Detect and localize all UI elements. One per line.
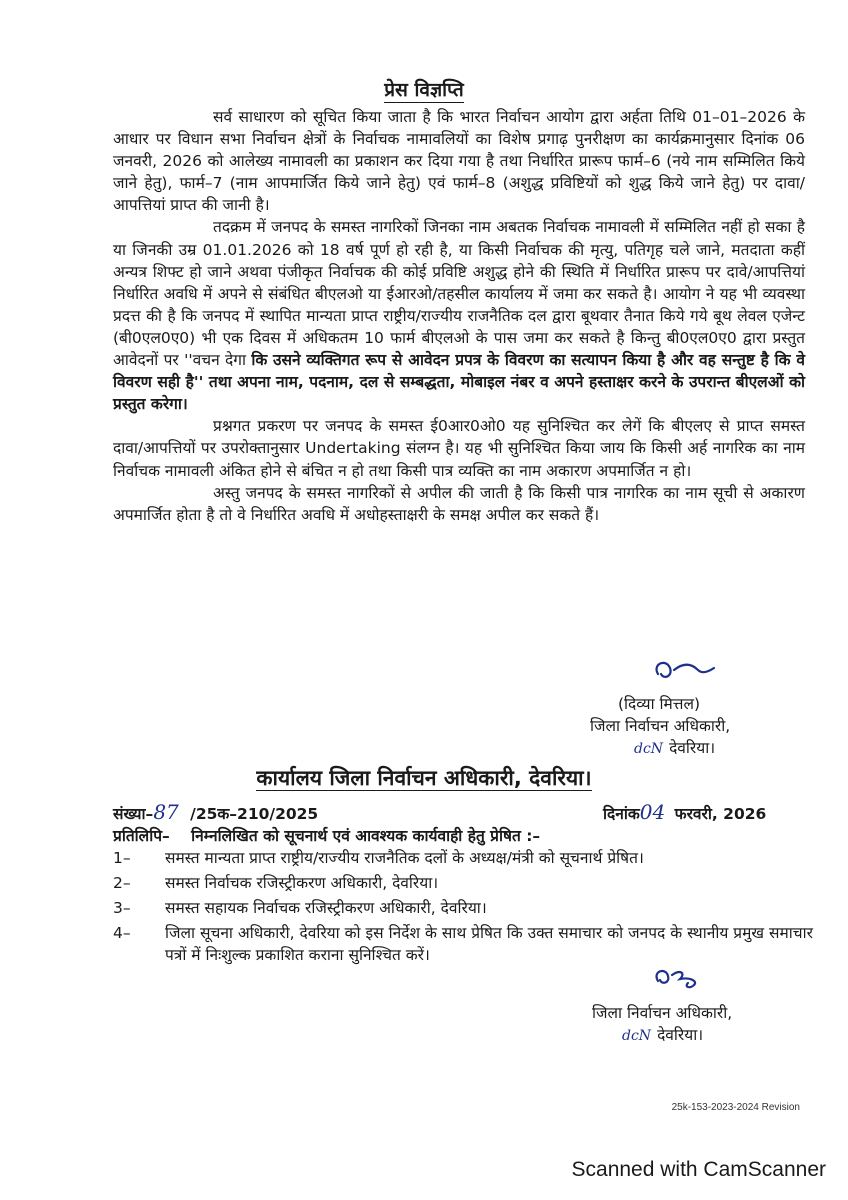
signature-scribble-1 xyxy=(648,652,718,688)
signatory-designation-2: जिला निर्वाचन अधिकारी, xyxy=(592,1004,733,1022)
signature-block-1 xyxy=(590,693,812,760)
paragraph-2: तदक्रम में जनपद के समस्त नागरिकों जिनका नाम अबतक निर्वाचक नामावली में सम्मिलित नहीं हो सका है या जिनकी उम्र 01.01.2026 को 18 वर्ष पूर्ण हो रही है, या किसी निर्वाचक की मृत्यु, पतिगृह चले जाने, मतदाता कहीं अन्यत्र शिफ्ट हो जाने अथवा पंजीकृत निर्वाचक की कोई प्रविष्टि अशुद्ध होने की स्थिति में निर्धारित प्रारूप पर दावे/आपत्तियां निर्धारित अवधि में अपने से संबंधित बीएलओ या ईआरओ/तहसील कार्यालय में जमा कर सकते है। आयोग ने यह भी व्यवस्था प्रदत्त की है कि जनपद में स्थापित मान्यता प्राप्त राष्ट्रीय/राज्यीय राजनैतिक दल द्वारा बूथवार तैनात किये गये बूथ लेवल एजेन्ट (बी0एल0ए0) भी एक दिवस में अधिकतम 10 फार्म बीएलओ के पास जमा कर सकते है किन्तु बी0एल0ए0 द्वारा प्रस्तुत आवेदनों पर ''वचन देगा कि उसने व्यक्तिगत रूप से आवेदन प्रपत्र के विवरण का सत्यापन किया है और वह सन्तुष्ट है कि वे विवरण सही है'' तथा अपना नाम, पदनाम, दल से सम्बद्धता, मोबाइल नंबर व अपने हस्ताक्षर करने के उपरान्त बीएलओं को प्रस्तुत करेगा। xyxy=(113,218,805,414)
list-item: 2– समस्त निर्वाचक रजिस्ट्रीकरण अधिकारी, देवरिया। xyxy=(113,874,439,892)
paragraph-1: सर्व साधारण को सूचित किया जाता है कि भारत निर्वाचन आयोग द्वारा अर्हता तिथि 01–01–2026 के आधार पर विधान सभा निर्वाचन क्षेत्रों के निर्वाचक नामावलियों का विशेष प्रगाढ़ पुनरीक्षण का कार्यक्रमानुसार दिनांक 06 जनवरी, 2026 को आलेख्य नामावली का प्रकाशन कर दिया गया है तथा निर्धारित प्रारूप फार्म–6 (नये नाम सम्मिलित किये जाने हेतु), फार्म–7 (नाम आपमार्जित किये जाने हेतु) एवं फार्म–8 (अशुद्ध प्रविष्टियों को शुद्ध किये जाने हेतु) पर दावा/आपत्तियां प्राप्त की जानी है। xyxy=(113,108,805,215)
reference-prefix: संख्या– xyxy=(113,805,154,823)
reference-line xyxy=(113,800,805,824)
release-body xyxy=(113,106,805,526)
signatory-place: dcN देवरिया। xyxy=(634,739,716,757)
paragraph-3: प्रश्नगत प्रकरण पर जनपद के समस्त ई0आर0ओ0 यह सुनिश्चित कर लेगें कि बीएलए से प्राप्त समस्त दावा/आपत्तियों पर उपरोक्तानुसार Undertaking संलग्न है। यह भी सुनिश्चित किया जाय कि किसी अर्ह नागरिक का नाम निर्वाचक नामावली अंकित होने से बंचित न हो तथा किसी पात्र व्यक्ति का नाम अकारण अपमार्जित न हो। xyxy=(113,417,805,480)
list-item: 3– समस्त सहायक निर्वाचक रजिस्ट्रीकरण अधिकारी, देवरिया। xyxy=(113,899,487,917)
signature-block-2 xyxy=(592,1002,812,1047)
initials-mark: dcN xyxy=(634,741,664,757)
signatory-place-2: dcN देवरिया। xyxy=(622,1026,704,1044)
copy-to-line xyxy=(113,824,805,846)
paragraph-4: अस्तु जनपद के समस्त नागरिकों से अपील की जाती है कि किसी पात्र नागरिक का नाम सूची से अकारण अपमार्जित होता है तो वे निर्धारित अवधि में अधोहस्ताक्षरी के समक्ष अपील कर सकते हैं। xyxy=(113,483,805,524)
document-title: प्रेस विज्ञप्ति xyxy=(384,79,464,101)
office-heading: कार्यालय जिला निर्वाचन अधिकारी, देवरिया। xyxy=(256,766,592,790)
footer-code: 25k-153-2023-2024 Revision xyxy=(671,1102,800,1113)
signatory-name: (दिव्या मित्तल) xyxy=(618,695,701,713)
initials-mark-2: dcN xyxy=(622,1028,652,1044)
list-item: 1– समस्त मान्यता प्राप्त राष्ट्रीय/राज्यीय राजनैतिक दलों के अध्यक्ष/मंत्री को सूचनार्थ प्रेषित। xyxy=(113,849,644,867)
copy-list xyxy=(113,847,813,969)
signatory-designation: जिला निर्वाचन अधिकारी, xyxy=(590,717,731,735)
copy-text: निम्नलिखित को सूचनार्थ एवं आवश्यक कार्यवाही हेतु प्रेषित :– xyxy=(191,827,541,845)
scanner-watermark: Scanned with CamScanner xyxy=(571,1158,826,1181)
signature-scribble-2 xyxy=(650,963,710,993)
reference-date: दिनांक04 फरवरी, 2026 xyxy=(603,800,767,824)
undertaking-text: कि उसने व्यक्तिगत रूप से आवेदन प्रपत्र के विवरण का सत्यापन किया है और वह सन्तुष्ट है कि वे विवरण सही है'' तथा अपना नाम, पदनाम, दल से सम्बद्धता, मोबाइल नंबर व अपने हस्ताक्षर करने के उपरान्त बीएलओं को प्रस्तुत करेगा। xyxy=(113,351,805,414)
reference-code: /25क–210/2025 xyxy=(190,805,319,823)
copy-label: प्रतिलिपि– xyxy=(113,827,170,845)
reference-number: 87 xyxy=(153,800,179,824)
list-item: 4– जिला सूचना अधिकारी, देवरिया को इस निर्देश के साथ प्रेषित कि उक्त समाचार को जनपद के स्थानीय प्रमुख समाचार पत्रों में निःशुल्क प्रकाशित कराना सुनिश्चित करें। xyxy=(113,924,813,964)
